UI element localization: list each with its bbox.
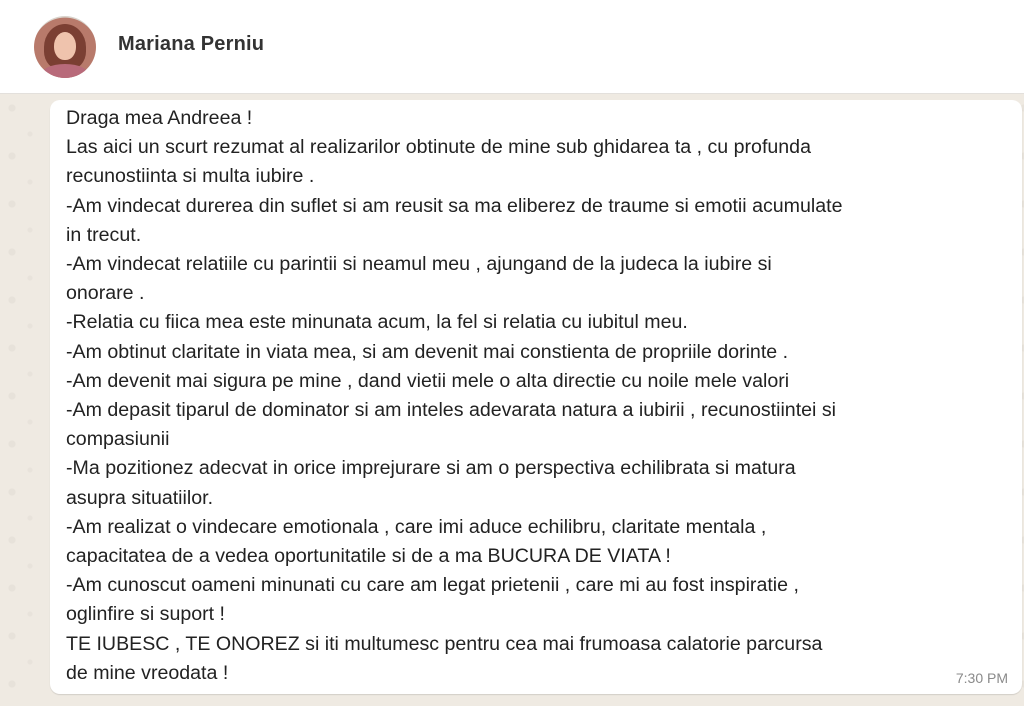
contact-name[interactable]: Mariana Perniu <box>118 33 265 55</box>
message-line: onorare . <box>66 282 145 305</box>
message-line: oglinfire si suport ! <box>66 603 225 626</box>
message-line: -Am realizat o vindecare emotionala , care imi aduce echilibru, claritate mentala , <box>66 515 767 538</box>
message-line: -Am devenit mai sigura pe mine , dand vietii mele o alta directie cu noile mele valori <box>66 369 790 392</box>
message-line: de mine vreodata ! <box>66 661 229 684</box>
message-line: -Am vindecat durerea din suflet si am reusit sa ma eliberez de traume si emotii acumulate <box>66 194 843 217</box>
contact-avatar[interactable] <box>34 16 96 78</box>
message-line: -Am obtinut claritate in viata mea, si am devenit mai constienta de propriile dorinte . <box>66 340 789 363</box>
chat-header <box>0 0 1024 94</box>
message-line: -Am vindecat relatiile cu parintii si neamul meu , ajungand de la judeca la iubire si <box>66 253 772 276</box>
message-line: Draga mea Andreea ! <box>66 107 253 129</box>
message-line: TE IUBESC , TE ONOREZ si iti multumesc pentru cea mai frumoasa calatorie parcursa <box>66 632 823 655</box>
message-line: capacitatea de a vedea oportunitatile si de a ma BUCURA DE VIATA ! <box>66 545 671 568</box>
message-line: compasiunii <box>66 428 170 451</box>
message-text <box>66 104 996 688</box>
message-line: -Am depasit tiparul de dominator si am inteles adevarata natura a iubirii , recunostiintei si <box>66 399 836 422</box>
message-line: -Ma pozitionez adecvat in orice imprejurare si am o perspectiva echilibrata si matura <box>66 457 796 480</box>
message-line: recunostiinta si multa iubire . <box>66 165 315 188</box>
message-line: Las aici un scurt rezumat al realizarilor obtinute de mine sub ghidarea ta , cu profunda <box>66 136 811 159</box>
avatar-shirt-shape <box>40 64 90 78</box>
message-line: -Am cunoscut oameni minunati cu care am legat prietenii , care mi au fost inspiratie , <box>66 574 799 597</box>
message-line: asupra situatiilor. <box>66 486 214 509</box>
message-line: in trecut. <box>66 223 142 246</box>
message-line: -Relatia cu fiica mea este minunata acum, la fel si relatia cu iubitul meu. <box>66 311 688 334</box>
message-bubble[interactable] <box>50 100 1022 694</box>
message-timestamp: 7:30 PM <box>955 670 1008 686</box>
avatar-face-shape <box>54 32 76 60</box>
